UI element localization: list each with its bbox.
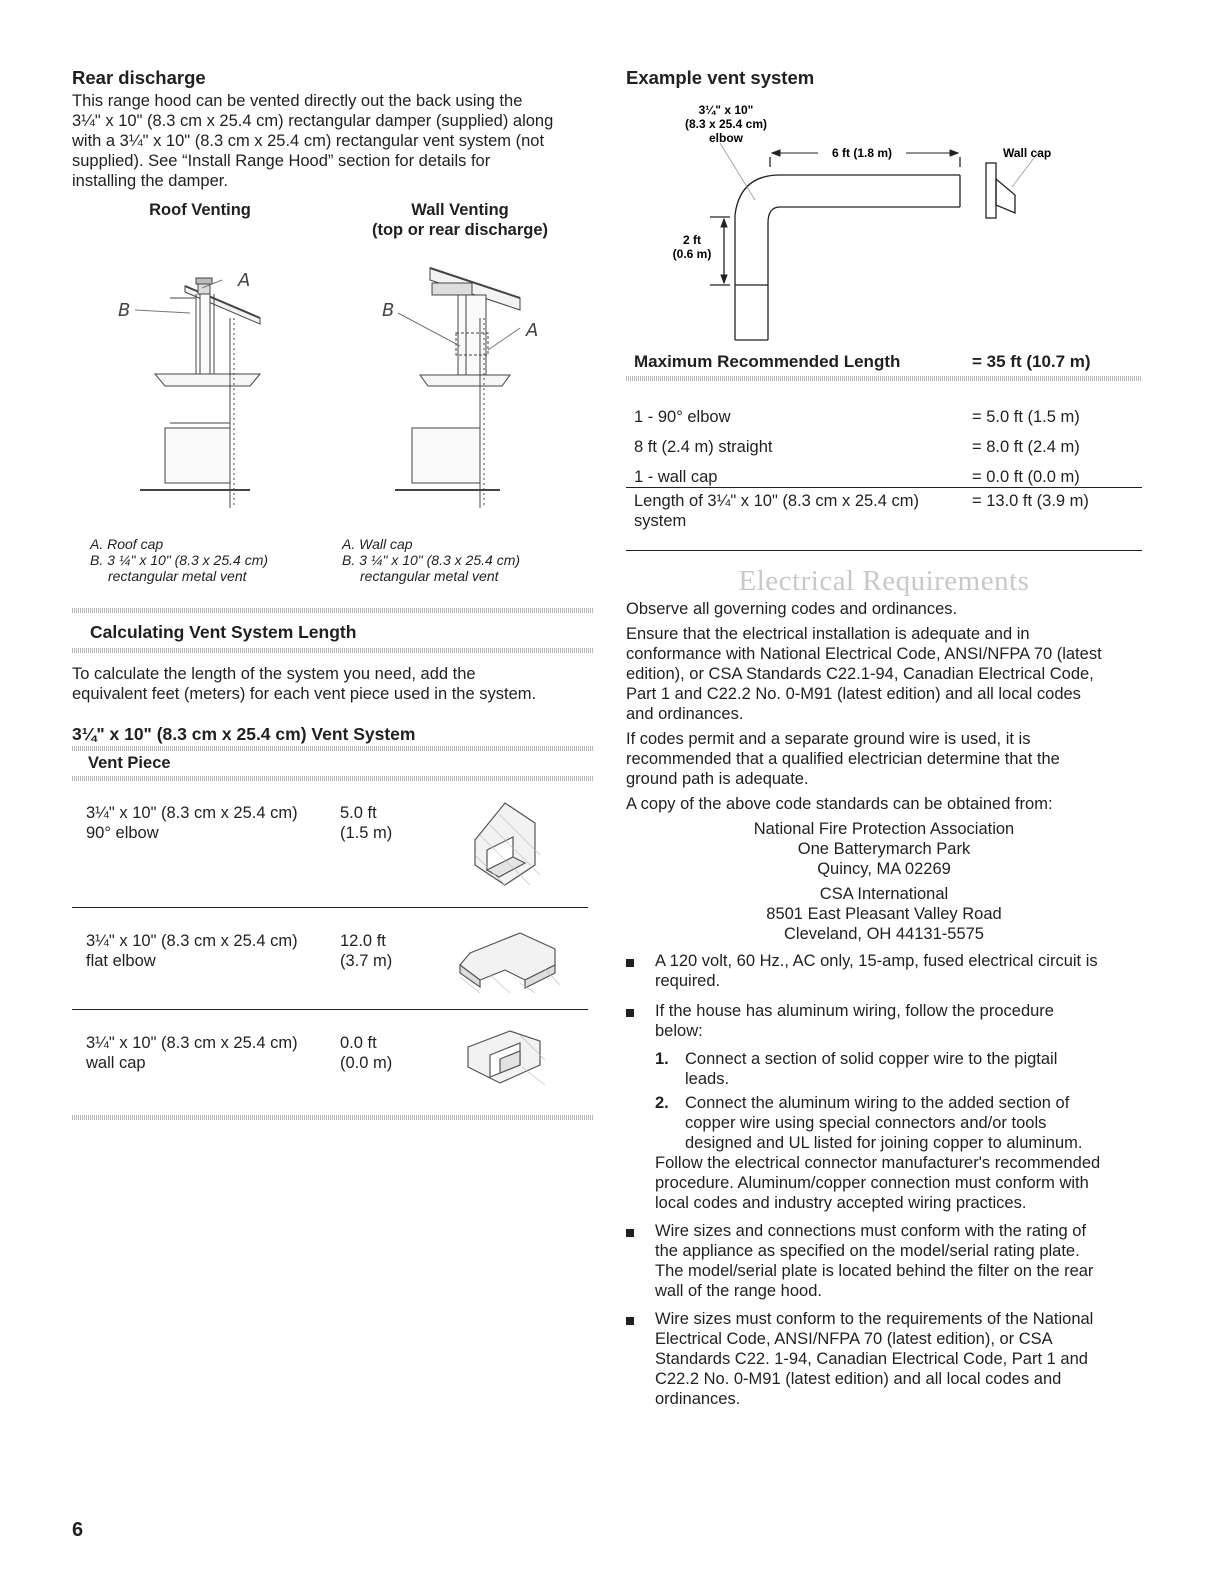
bullet-icon (626, 1009, 634, 1017)
text-line: Connect the aluminum wiring to the added section of (685, 1094, 1070, 1112)
piece-name: 3¼" x 10" (8.3 cm x 25.4 cm) (86, 1034, 298, 1052)
electrical-paragraph (626, 624, 1146, 724)
text-line: copper wire using special connectors and/or tools (685, 1114, 1047, 1132)
text-line: ground path is adequate. (626, 770, 809, 788)
section-divider (72, 746, 594, 751)
text-line: below: (655, 1022, 703, 1040)
piece-name: 90° elbow (86, 824, 159, 842)
diagram-label-a: A (238, 270, 251, 291)
text-line: 3¼" x 10" (8.3 cm x 25.4 cm) rectangular damper (supplied) along (72, 112, 554, 130)
row-divider (72, 907, 588, 908)
text-line: This range hood can be vented directly out the back using the (72, 92, 523, 110)
length-ft: 0.0 ft (340, 1034, 377, 1052)
text-line: wall of the range hood. (655, 1282, 822, 1300)
diagram-label-b: B (382, 300, 395, 321)
title-line: Wall Venting (411, 201, 509, 219)
text-line: with a 3¼" x 10" (8.3 cm x 25.4 cm) rectangular vent system (not (72, 132, 545, 150)
text-line: Wire sizes must conform to the requirements of the National (655, 1310, 1094, 1328)
caption-line: rectangular metal vent (360, 568, 499, 584)
max-length-label: Maximum Recommended Length (634, 352, 901, 371)
text-line: recommended that a qualified electrician determine that the (626, 750, 1060, 768)
text-line: Wire sizes and connections must conform with the rating of (655, 1222, 1087, 1240)
vent-system-heading: 3¼" x 10" (8.3 cm x 25.4 cm) Vent System (72, 724, 416, 744)
calculating-paragraph (72, 664, 602, 704)
text-line: procedure. Aluminum/copper connection must conform with (655, 1174, 1089, 1192)
text-line: The model/serial plate is located behind the filter on the rear (655, 1262, 1094, 1280)
diagram-label-a: A (526, 320, 539, 341)
horizontal-length-label: 6 ft (1.8 m) (831, 146, 893, 160)
section-divider (72, 1115, 594, 1120)
max-length-value: = 35 ft (10.7 m) (972, 352, 1091, 371)
example-vent-heading: Example vent system (626, 67, 815, 88)
text-line: and ordinances. (626, 705, 744, 723)
caption-line: rectangular metal vent (108, 568, 247, 584)
electrical-requirements-title: Electrical Requirements (738, 565, 1030, 597)
bullet-item (655, 1309, 1145, 1409)
length-m: (1.5 m) (340, 824, 393, 842)
caption-line: B. 3 ¼" x 10" (8.3 x 25.4 cm) (342, 552, 521, 568)
text-line: supplied). See “Install Range Hood” section for details for (72, 152, 491, 170)
address-line: 8501 East Pleasant Valley Road (766, 905, 1002, 923)
caption-line: A. Roof cap (90, 536, 164, 552)
text-line: C22.2 No. 0-M91 (latest edition) and all local codes and (655, 1370, 1062, 1388)
text-line: system (634, 512, 687, 530)
step-text (685, 1093, 1145, 1153)
bullet-icon (626, 1317, 634, 1325)
address-line: National Fire Protection Association (753, 820, 1015, 838)
step-number: 1. (655, 1050, 669, 1068)
vertical-length-label: (0.6 m) (672, 247, 712, 261)
follow-paragraph (655, 1153, 1145, 1213)
bullet-item (655, 951, 1145, 991)
vent-piece-length (340, 1033, 392, 1073)
text-line: local codes and industry accepted wiring practices. (655, 1194, 1027, 1212)
elbow-label: 3¼" x 10" (698, 103, 754, 117)
piece-name: flat elbow (86, 952, 156, 970)
text-line: the appliance as specified on the model/serial rating plate. (655, 1242, 1080, 1260)
address-line: CSA International (819, 885, 949, 903)
text-line: leads. (685, 1070, 730, 1088)
text-line: Part 1 and C22.2 No. 0-M91 (latest edition) and all local codes (626, 685, 1081, 703)
length-ft: 5.0 ft (340, 804, 377, 822)
vent-piece-length (340, 803, 392, 843)
step-number: 2. (655, 1094, 669, 1112)
rear-discharge-paragraph (72, 91, 602, 191)
length-m: (3.7 m) (340, 952, 393, 970)
row-divider (72, 1009, 588, 1010)
section-divider (626, 376, 1142, 381)
wall-cap-icon (460, 1025, 550, 1090)
section-divider (72, 648, 594, 653)
roof-venting-title: Roof Venting (149, 201, 251, 219)
text-line: Connect a section of solid copper wire to the pigtail (685, 1050, 1058, 1068)
piece-name: 3¼" x 10" (8.3 cm x 25.4 cm) (86, 804, 298, 822)
step-text (685, 1049, 1145, 1089)
text-line: Follow the electrical connector manufacturer's recommended (655, 1154, 1101, 1172)
bullet-item (655, 1221, 1145, 1301)
piece-name: wall cap (86, 1054, 146, 1072)
wall-venting-diagram (370, 258, 560, 518)
bullet-icon (626, 1229, 634, 1237)
text-line: Observe all governing codes and ordinances. (626, 600, 958, 618)
address-line: Cleveland, OH 44131-5575 (784, 925, 984, 943)
piece-name: 3¼" x 10" (8.3 cm x 25.4 cm) (86, 932, 298, 950)
text-line: edition), or CSA Standards C22.1-94, Canadian Electrical Code, (626, 665, 1094, 683)
length-values (972, 402, 1080, 492)
elbow-label: (8.3 x 25.4 cm) (684, 117, 768, 131)
length-items (634, 402, 772, 492)
text-line: equivalent feet (meters) for each vent piece used in the system. (72, 685, 537, 703)
text-line: ordinances. (655, 1390, 741, 1408)
total-length-value: = 13.0 ft (3.9 m) (972, 492, 1089, 510)
length-item: 1 - 90° elbow (634, 408, 731, 426)
electrical-paragraph (626, 729, 1146, 789)
text-line: designed and UL listed for joining copper to aluminum. (685, 1134, 1083, 1152)
text-line: Electrical Code, ANSI/NFPA 70 (latest edition), or CSA (655, 1330, 1053, 1348)
length-value: = 8.0 ft (2.4 m) (972, 438, 1080, 456)
elbow-label: elbow (708, 131, 744, 145)
example-vent-diagram (660, 95, 1100, 345)
text-line: required. (655, 972, 721, 990)
length-item: 8 ft (2.4 m) straight (634, 438, 773, 456)
text-line: Length of 3¼" x 10" (8.3 cm x 25.4 cm) (634, 492, 920, 510)
text-line: To calculate the length of the system you need, add the (72, 665, 476, 683)
90-degree-elbow-icon (455, 795, 555, 895)
section-divider (72, 608, 594, 613)
text-line: If the house has aluminum wiring, follow the procedure (655, 1002, 1054, 1020)
vertical-length-label: 2 ft (683, 233, 701, 247)
length-item: 1 - wall cap (634, 468, 718, 486)
text-line: Ensure that the electrical installation is adequate and in (626, 625, 1030, 643)
text-line: installing the damper. (72, 172, 228, 190)
length-value: = 5.0 ft (1.5 m) (972, 408, 1080, 426)
wall-venting-title (335, 200, 585, 240)
vent-piece-column-header: Vent Piece (88, 754, 171, 772)
section-divider (72, 776, 594, 781)
roof-venting-caption (90, 536, 268, 584)
row-divider (626, 550, 1142, 551)
text-line: If codes permit and a separate ground wire is used, it is (626, 730, 1031, 748)
caption-line: B. 3 ¼" x 10" (8.3 x 25.4 cm) (90, 552, 269, 568)
text-line: A 120 volt, 60 Hz., AC only, 15-amp, fused electrical circuit is (655, 952, 1098, 970)
text-line: A copy of the above code standards can be obtained from: (626, 795, 1053, 813)
flat-elbow-icon (450, 925, 565, 995)
vent-piece-row (86, 803, 298, 843)
nfpa-address (626, 819, 1142, 879)
bullet-item (655, 1001, 1145, 1041)
text-line: conformance with National Electrical Code, ANSI/NFPA 70 (latest (626, 645, 1102, 663)
address-line: One Batterymarch Park (797, 840, 971, 858)
wall-venting-caption (342, 536, 520, 584)
vent-piece-row (86, 931, 298, 971)
electrical-text (626, 599, 1146, 944)
vent-piece-length (340, 931, 392, 971)
vent-piece-row (86, 1033, 298, 1073)
rear-discharge-heading: Rear discharge (72, 67, 206, 88)
page-number: 6 (72, 1519, 84, 1541)
diagram-label-b: B (118, 300, 131, 321)
csa-address (626, 884, 1142, 944)
row-divider (626, 487, 1142, 488)
calculating-heading: Calculating Vent System Length (90, 622, 357, 642)
title-line: (top or rear discharge) (371, 221, 549, 239)
total-length-label (634, 491, 919, 531)
caption-line: A. Wall cap (342, 536, 413, 552)
text-line: Standards C22. 1-94, Canadian Electrical Code, Part 1 and (655, 1350, 1088, 1368)
length-ft: 12.0 ft (340, 932, 386, 950)
bullet-icon (626, 959, 634, 967)
wall-cap-label: Wall cap (1003, 146, 1052, 160)
address-line: Quincy, MA 02269 (817, 860, 951, 878)
length-m: (0.0 m) (340, 1054, 393, 1072)
length-value: = 0.0 ft (0.0 m) (972, 468, 1080, 486)
roof-venting-diagram (110, 258, 280, 518)
